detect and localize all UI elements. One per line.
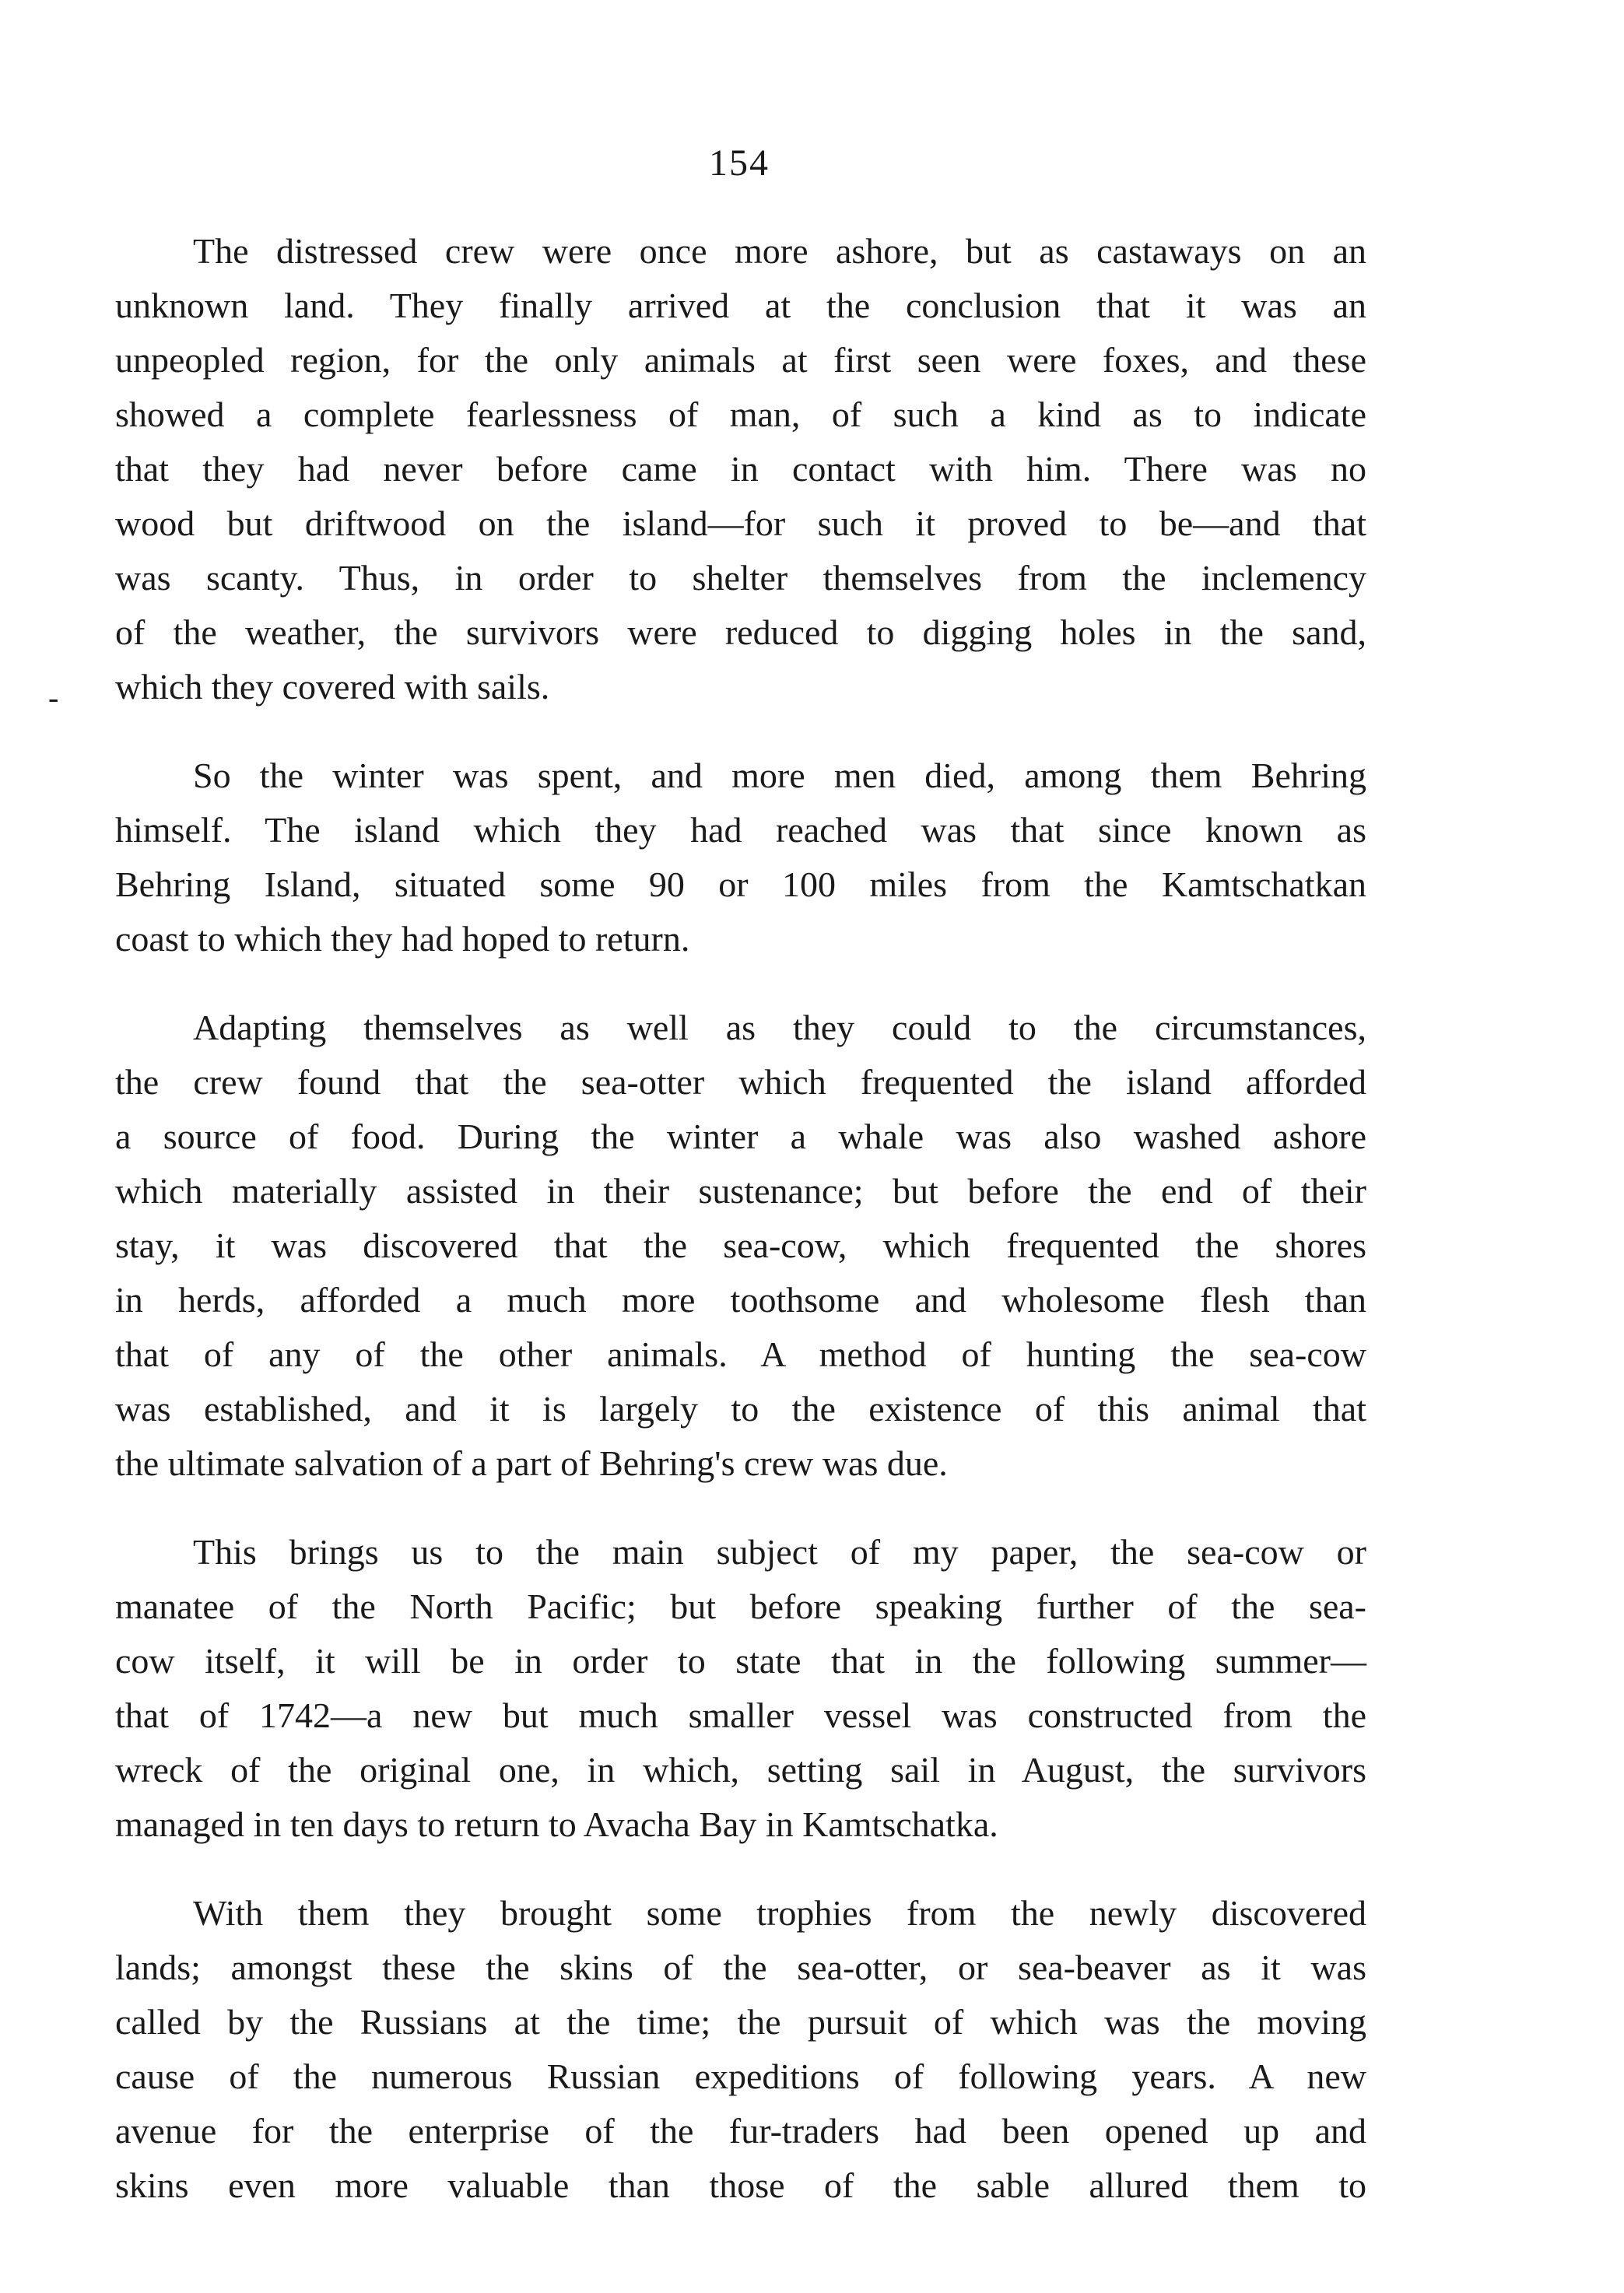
- text-line: cause of the numerous Russian expeditions of following years. A new: [115, 2056, 1366, 2096]
- text-line: was scanty. Thus, in order to shelter themselves from the inclemency: [115, 558, 1366, 598]
- text-line: showed a complete fearlessness of man, of such a kind as to indicate: [115, 394, 1366, 434]
- text-line: Behring Island, situated some 90 or 100 miles from the Kamtschatkan: [115, 864, 1366, 904]
- text-line: was established, and it is largely to the existence of this animal that: [115, 1389, 1366, 1429]
- text-line: which they covered with sails.: [115, 667, 550, 706]
- text-line: Adapting themselves as well as they could to the circumstances,: [193, 1008, 1366, 1047]
- text-line: which materially assisted in their sustenance; but before the end of their: [115, 1171, 1366, 1211]
- paragraph: [115, 749, 1366, 966]
- text-line: in herds, afforded a much more toothsome and wholesome flesh than: [115, 1280, 1366, 1320]
- page-number: 154: [709, 142, 770, 184]
- text-line: that they had never before came in contact with him. There was no: [115, 449, 1366, 489]
- text-line: cow itself, it will be in order to state that in the following summer—: [115, 1641, 1366, 1681]
- text-line: manatee of the North Pacific; but before speaking further of the sea-: [115, 1587, 1366, 1626]
- text-line: the ultimate salvation of a part of Behring's crew was due.: [115, 1443, 948, 1483]
- text-line: coast to which they had hoped to return.: [115, 919, 690, 959]
- paragraph: [115, 1001, 1366, 1491]
- text-line: the crew found that the sea-otter which frequented the island afforded: [115, 1062, 1366, 1102]
- paragraph: [115, 224, 1366, 714]
- paragraph: [115, 1525, 1366, 1852]
- body-text: [115, 224, 1366, 2247]
- text-line: lands; amongst these the skins of the sea-otter, or sea-beaver as it was: [115, 1948, 1366, 1987]
- text-line: a source of food. During the winter a whale was also washed ashore: [115, 1117, 1366, 1156]
- text-line: stay, it was discovered that the sea-cow, which frequented the shores: [115, 1225, 1366, 1265]
- text-line: avenue for the enterprise of the fur-traders had been opened up and: [115, 2111, 1366, 2151]
- text-line: With them they brought some trophies from the newly discovered: [193, 1893, 1366, 1933]
- text-line: called by the Russians at the time; the pursuit of which was the moving: [115, 2002, 1366, 2042]
- text-line: unknown land. They finally arrived at the conclusion that it was an: [115, 286, 1366, 325]
- text-line: managed in ten days to return to Avacha Bay in Kamtschatka.: [115, 1804, 998, 1844]
- text-line: himself. The island which they had reached was that since known as: [115, 810, 1366, 850]
- text-line: The distressed crew were once more ashore, but as castaways on an: [193, 231, 1366, 271]
- text-line: This brings us to the main subject of my paper, the sea-cow or: [193, 1532, 1366, 1572]
- text-line: of the weather, the survivors were reduced to digging holes in the sand,: [115, 612, 1366, 652]
- text-line: wreck of the original one, in which, setting sail in August, the survivors: [115, 1750, 1366, 1790]
- margin-mark: -: [48, 680, 59, 715]
- text-line: So the winter was spent, and more men died, among them Behring: [193, 756, 1366, 795]
- text-line: wood but driftwood on the island—for such it proved to be—and that: [115, 503, 1366, 543]
- paragraph: [115, 1886, 1366, 2213]
- text-line: that of 1742—a new but much smaller vessel was constructed from the: [115, 1695, 1366, 1735]
- text-line: that of any of the other animals. A method of hunting the sea-cow: [115, 1334, 1366, 1374]
- text-line: unpeopled region, for the only animals at first seen were foxes, and these: [115, 340, 1366, 380]
- text-line: skins even more valuable than those of the sable allured them to: [115, 2165, 1366, 2205]
